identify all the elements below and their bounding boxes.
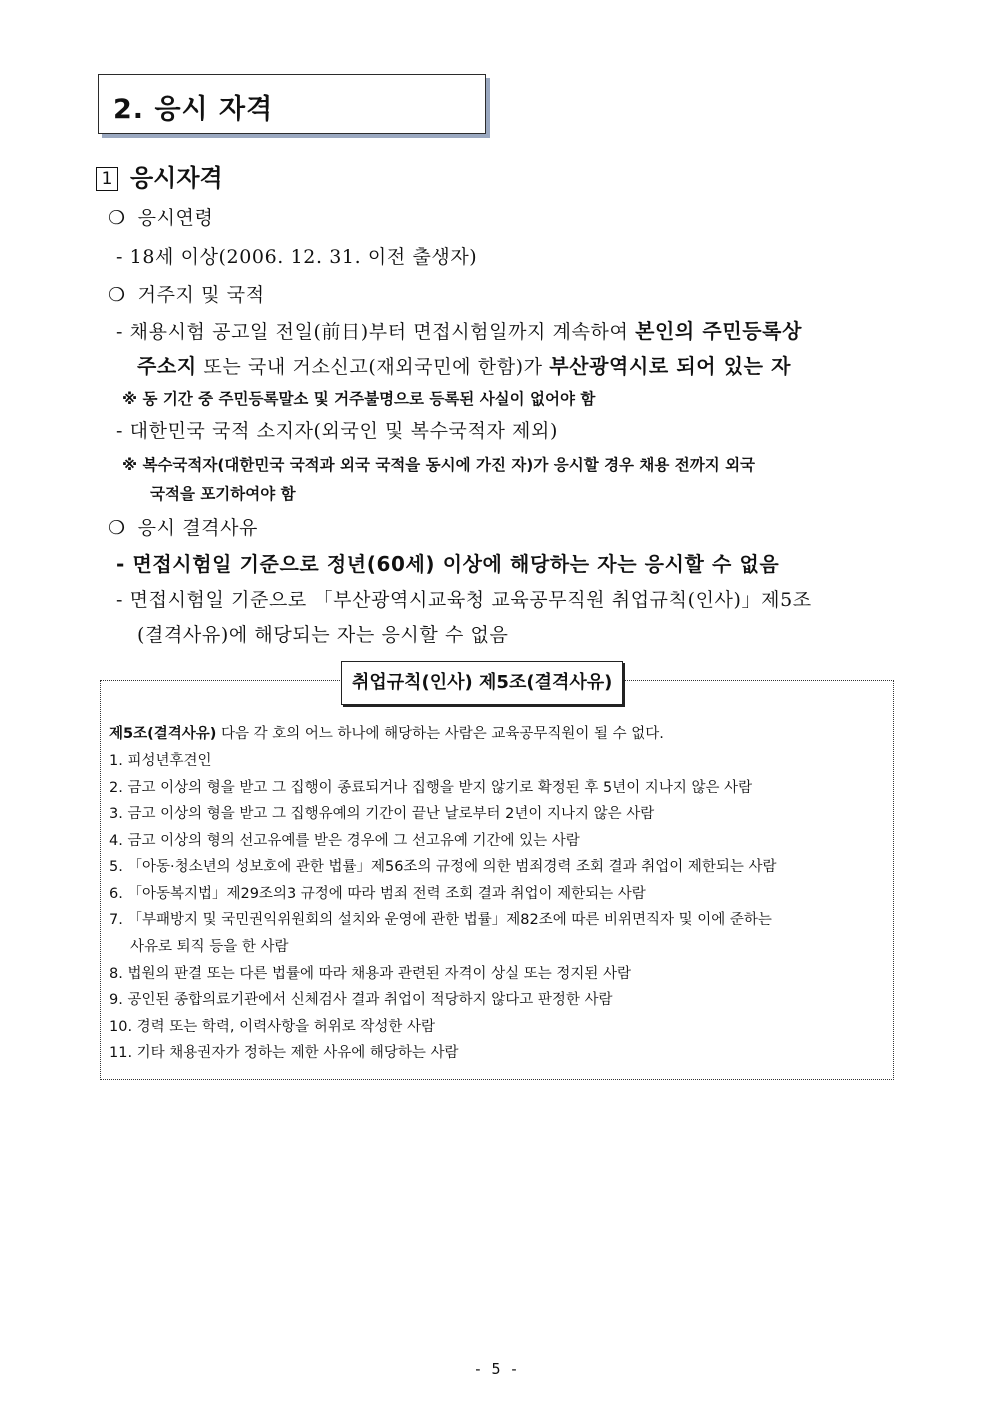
rule-item-11: 11. 기타 채용권자가 정하는 제한 사유에 해당하는 사람	[109, 1045, 459, 1061]
section-title-box	[98, 74, 486, 134]
age-heading: ❍ 응시연령	[108, 207, 214, 229]
rule-item-6: 6. 「아동복지법」제29조의3 규정에 따라 범죄 전력 조회 결과 취업이 제한되는 사람	[109, 886, 646, 902]
residence-note2-line1: ※ 복수국적자(대한민국 국적과 외국 국적을 동시에 가진 자)가 응시할 경우 채용 전까지 외국	[122, 456, 756, 474]
disqualification-item2-line1: - 면접시험일 기준으로 「부산광역시교육청 교육공무직원 취업규칙(인사)」제5조	[116, 589, 812, 611]
rule-item-8: 8. 법원의 판결 또는 다른 법률에 따라 채용과 관련된 자격이 상실 또는 정지된 사람	[109, 966, 631, 982]
rule-item-7-cont: 사유로 퇴직 등을 한 사람	[130, 939, 289, 955]
residence-item1-line2: 주소지 또는 국내 거소신고(재외국민에 한함)가 부산광역시로 되어 있는 자	[137, 354, 792, 378]
age-item: - 18세 이상(2006. 12. 31. 이전 출생자)	[116, 246, 478, 268]
disqualification-item1: - 면접시험일 기준으로 정년(60세) 이상에 해당하는 자는 응시할 수 없음	[116, 552, 780, 576]
disqualification-item2-line2: (결격사유)에 해당되는 자는 응시할 수 없음	[137, 624, 509, 646]
residence-note2-line2: 국적을 포기하여야 함	[150, 485, 296, 503]
rule-box-title: 취업규칙(인사) 제5조(결격사유)	[341, 661, 623, 705]
rule-item-2: 2. 금고 이상의 형을 받고 그 집행이 종료되거나 집행을 받지 않기로 확정된 후 5년이 지나지 않은 사람	[109, 780, 753, 796]
subsection-number: 1	[96, 167, 118, 191]
circle-bullet-icon: ❍	[108, 207, 126, 229]
subsection-title: 응시자격	[130, 164, 223, 192]
rule-item-9: 9. 공인된 종합의료기관에서 신체검사 결과 취업이 적당하지 않다고 판정한 사람	[109, 992, 613, 1008]
rule-item-3: 3. 금고 이상의 형을 받고 그 집행유예의 기간이 끝난 날로부터 2년이 지나지 않은 사람	[109, 806, 655, 822]
residence-item2: - 대한민국 국적 소지자(외국인 및 복수국적자 제외)	[116, 420, 558, 442]
circle-bullet-icon: ❍	[108, 284, 126, 306]
rule-item-1: 1. 피성년후견인	[109, 753, 212, 769]
residence-heading: ❍ 거주지 및 국적	[108, 284, 265, 306]
residence-item1-line1: - 채용시험 공고일 전일(前日)부터 면접시험일까지 계속하여 본인의 주민등록상	[116, 319, 803, 343]
subsection-heading	[96, 158, 223, 193]
rule-item-10: 10. 경력 또는 학력, 이력사항을 허위로 작성한 사람	[109, 1019, 436, 1035]
disqualification-heading: ❍ 응시 결격사유	[108, 517, 259, 539]
rule-box-intro: 제5조(결격사유) 다음 각 호의 어느 하나에 해당하는 사람은 교육공무직원이 될 수 없다.	[109, 726, 664, 742]
circle-bullet-icon: ❍	[108, 517, 126, 539]
rule-item-7: 7. 「부패방지 및 국민권익위원회의 설치와 운영에 관한 법률」제82조에 따른 비위면직자 및 이에 준하는	[109, 912, 772, 928]
section-title: 2. 응시 자격	[113, 94, 274, 125]
page-number: - 5 -	[473, 1360, 519, 1378]
residence-note1: ※ 동 기간 중 주민등록말소 및 거주불명으로 등록된 사실이 없어야 함	[122, 390, 596, 408]
rule-item-4: 4. 금고 이상의 형의 선고유예를 받은 경우에 그 선고유예 기간에 있는 사람	[109, 833, 580, 849]
rule-item-5: 5. 「아동·청소년의 성보호에 관한 법률」제56조의 규정에 의한 범죄경력 조회 결과 취업이 제한되는 사람	[109, 859, 777, 875]
